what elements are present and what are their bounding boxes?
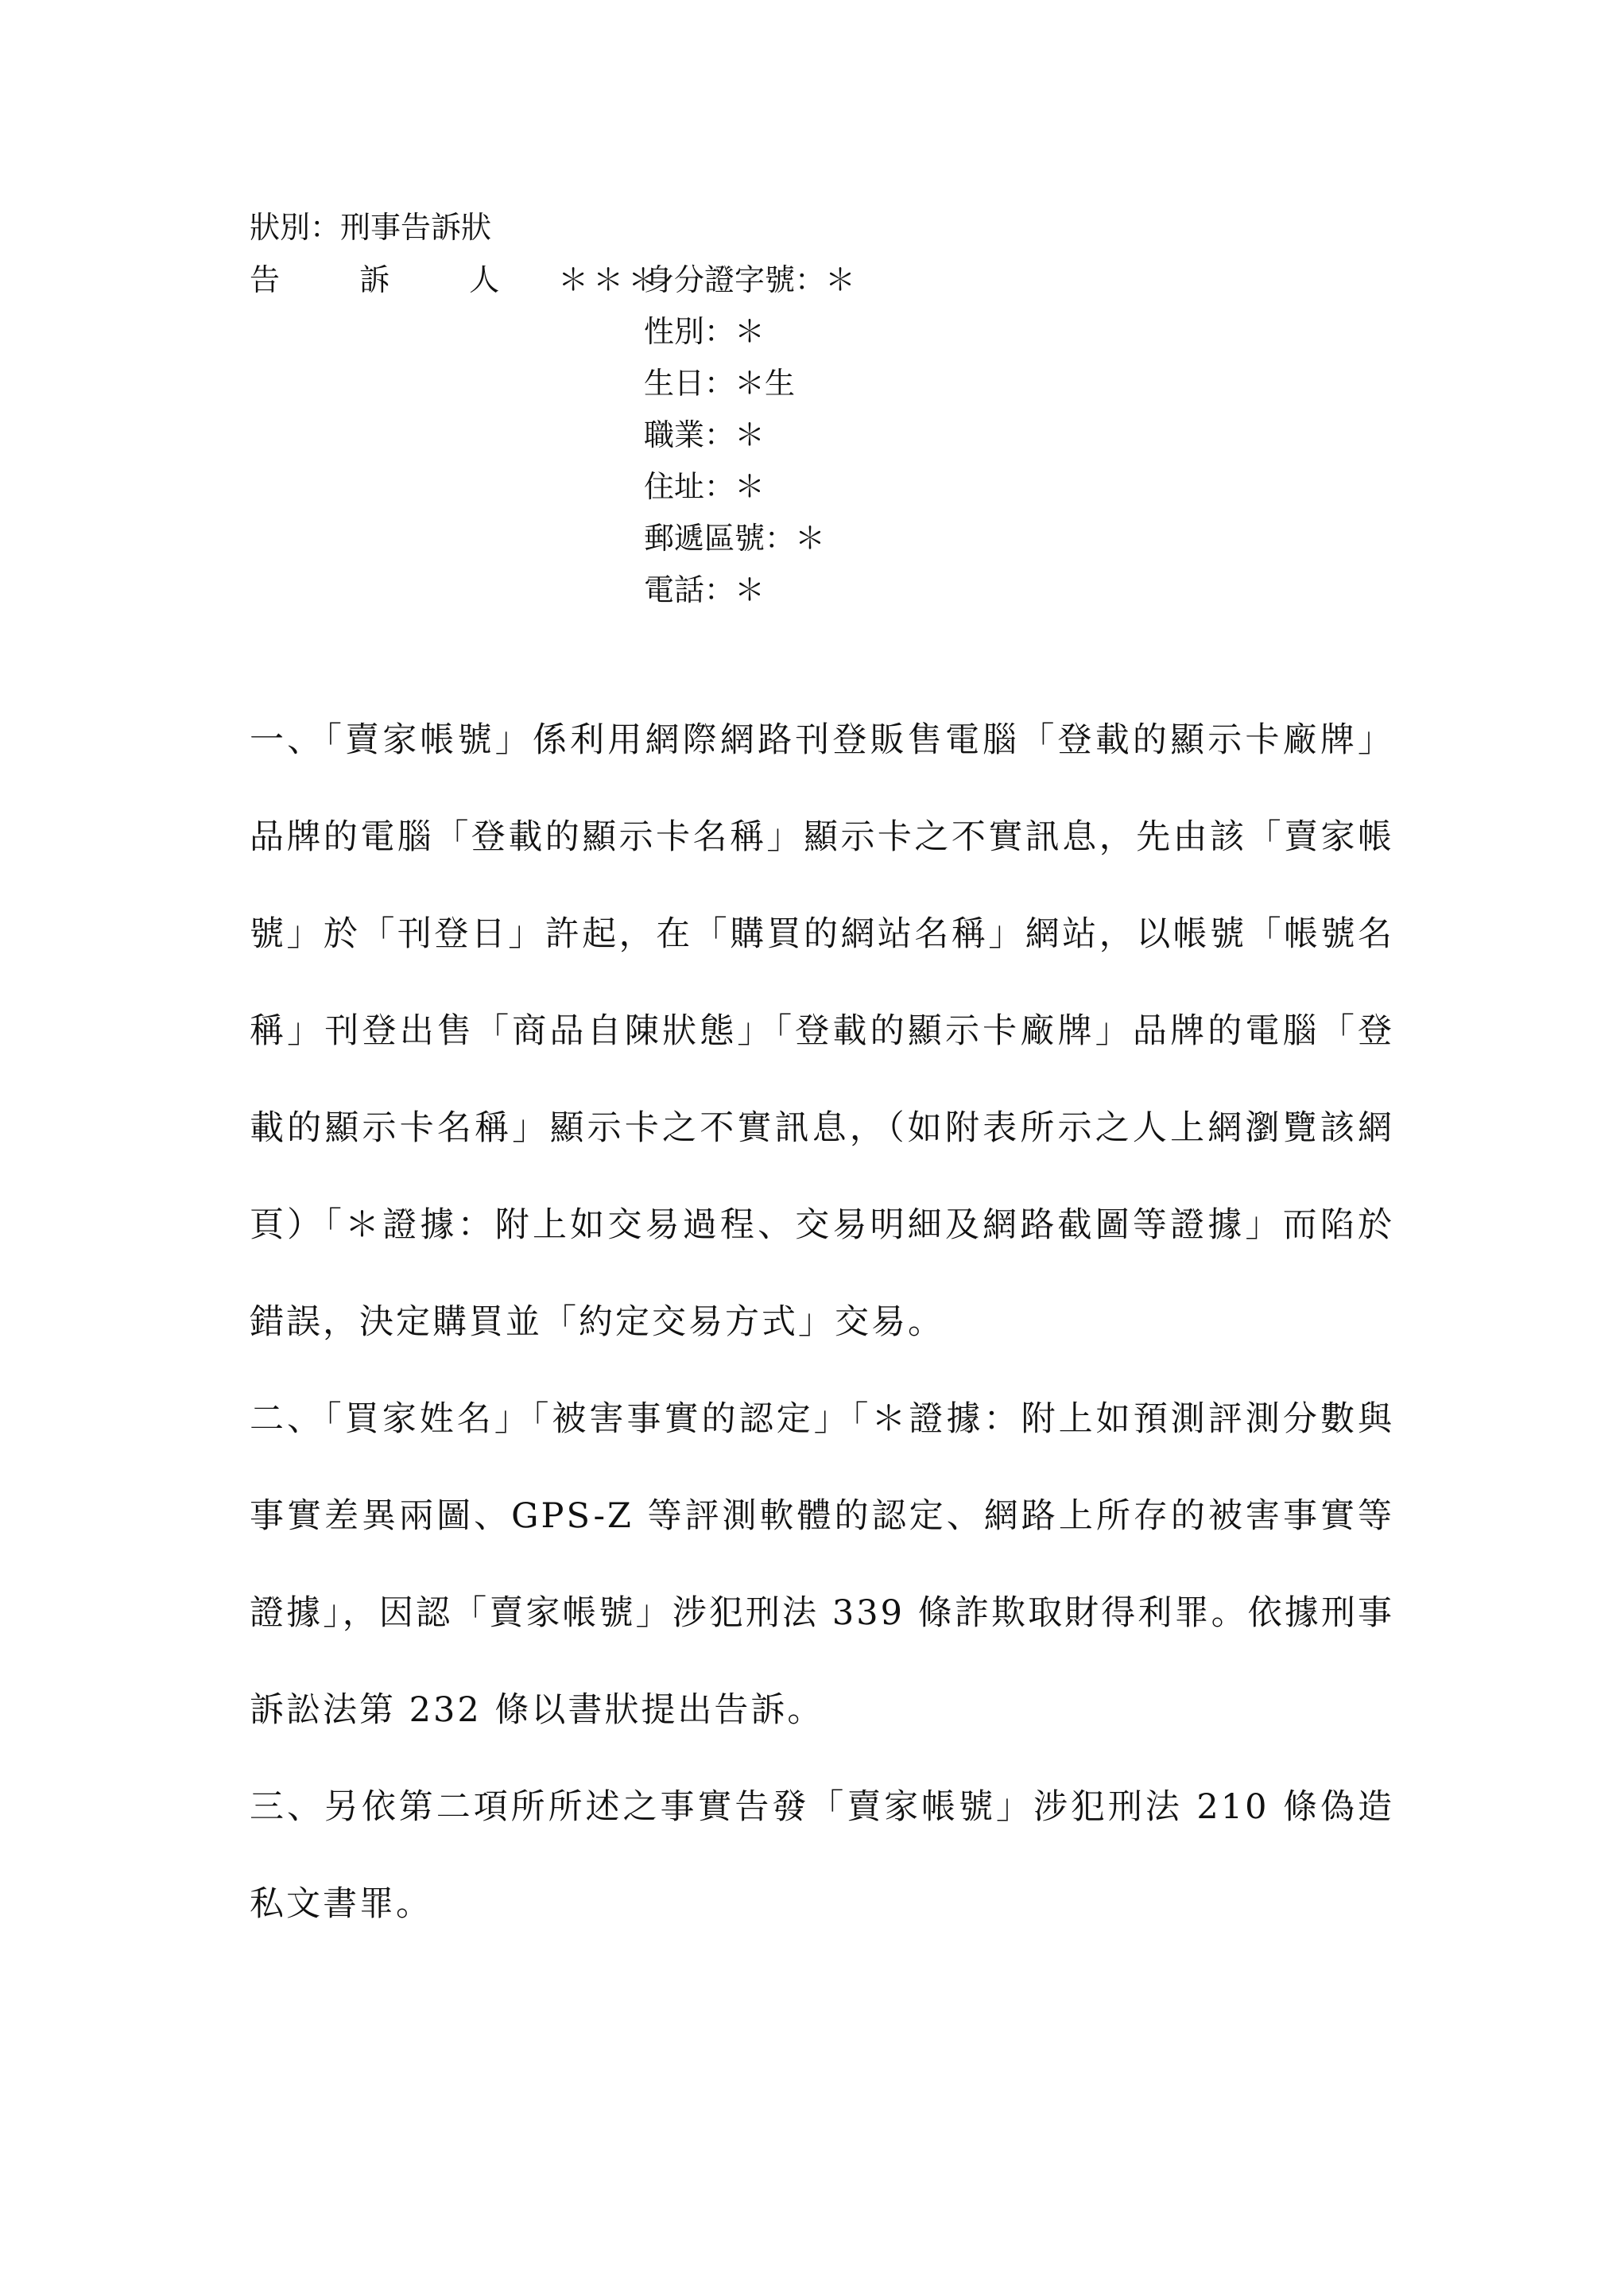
document-type: 狀別：刑事告訴狀 — [250, 210, 492, 245]
complainant-name: ＊＊＊ — [558, 262, 664, 297]
paragraph-3: 三、另依第二項所所述之事實告發「賣家帳號」涉犯刑法 210 條偽造私文書罪。 — [250, 1787, 1394, 1924]
field-gender: 性別：＊ — [644, 314, 765, 349]
field-occupation: 職業：＊ — [644, 417, 765, 452]
complainant-label: 告 訴 人 — [250, 262, 535, 297]
paragraph-2: 二、「買家姓名」「被害事實的認定」「＊證據：附上如預測評測分數與事實差異兩圖、GPS-Z 等評測軟體的認定、網路上所存的被害事實等證據」，因認「賣家帳號」涉犯刑法 339 條詐欺取財得利罪。依據刑事訴訟法第 232 條以書狀提出告訴。 — [250, 1399, 1394, 1730]
complaint-body — [250, 692, 1394, 1953]
complainant-row — [250, 261, 663, 299]
complainant-info-list — [644, 261, 855, 622]
field-phone: 電話：＊ — [644, 572, 765, 607]
field-address: 住址：＊ — [644, 469, 765, 504]
field-birthday: 生日：＊生 — [644, 366, 796, 401]
paragraph-1: 一、「賣家帳號」係利用網際網路刊登販售電腦「登載的顯示卡廠牌」品牌的電腦「登載的顯示卡名稱」顯示卡之不實訊息，先由該「賣家帳號」於「刊登日」許起，在「購買的網站名稱」網站，以帳號「帳號名稱」刊登出售「商品自陳狀態」「登載的顯示卡廠牌」品牌的電腦「登載的顯示卡名稱」顯示卡之不實訊息，（如附表所示之人上網瀏覽該網頁）「＊證據：附上如交易過程、交易明細及網路截圖等證據」而陷於錯誤，決定購買並「約定交易方式」交易。 — [250, 720, 1394, 1342]
field-id-number: 身分證字號：＊ — [644, 262, 856, 297]
field-postal-code: 郵遞區號：＊ — [644, 521, 826, 556]
